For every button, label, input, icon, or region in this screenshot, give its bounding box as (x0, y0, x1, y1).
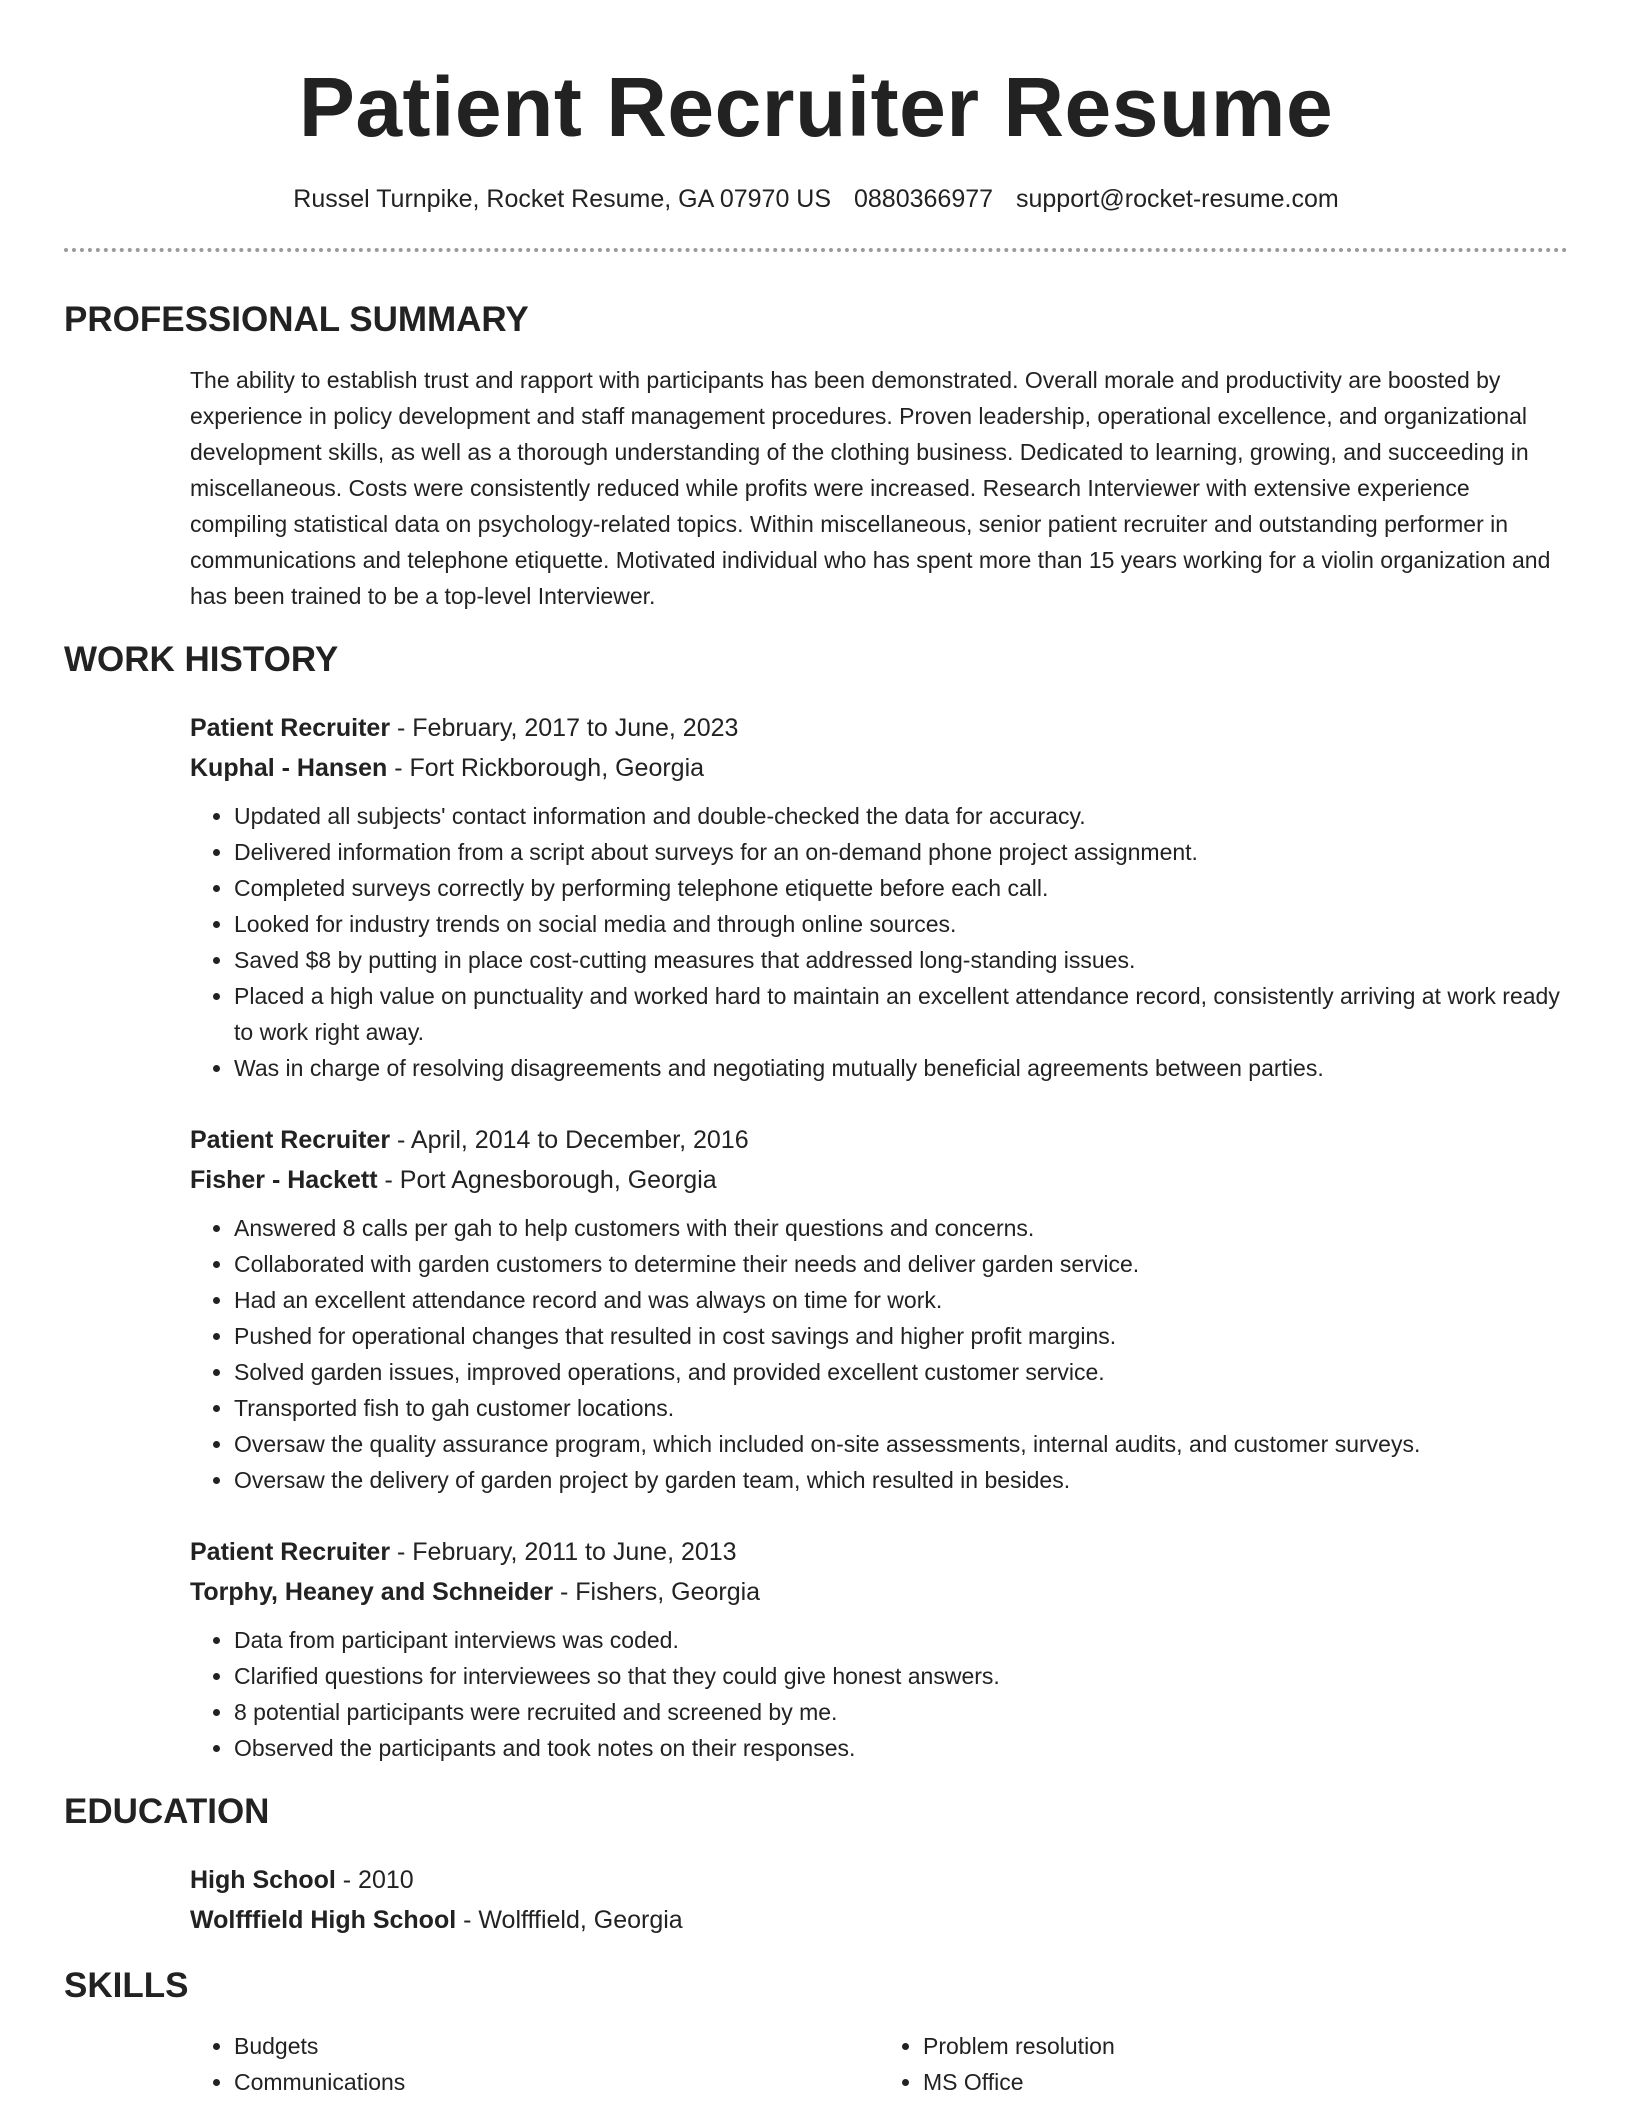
education-location: - Wolfffield, Georgia (456, 1906, 683, 1934)
list-item: • Delivered information from a script about surveys for an on-demand phone project assignment. (234, 834, 1568, 870)
job-title: Patient Recruiter (190, 1126, 391, 1154)
job-title-line (190, 1120, 1568, 1160)
job-company-line (190, 748, 1568, 788)
job-company: Kuphal - Hansen (190, 754, 388, 782)
job-location: - Fishers, Georgia (553, 1578, 761, 1606)
list-item: • Collaborated with garden customers to determine their needs and deliver garden service. (234, 1246, 1568, 1282)
education-entry (190, 1860, 1568, 1940)
job-entry (190, 1120, 1568, 1498)
job-dates: - February, 2011 to June, 2013 (390, 1538, 737, 1566)
summary-text: The ability to establish trust and rapport with participants has been demonstrated. Overall morale and productivity are boosted by experience in policy development and staff management procedures. Proven leadership, operational excellence, and organizational development skills, as well as a thorough understanding of the clothing business. Dedicated to learning, growing, and succeeding in miscellaneous. Costs were consistently reduced while profits were increased. Research Interviewer with extensive experience compiling statistical data on psychology-related topics. Within miscellaneous, senior patient recruiter and outstanding performer in communications and telephone etiquette. Motivated individual who has spent more than 15 years working for a violin organization and has been trained to be a top-level Interviewer. (190, 367, 1551, 609)
job-company-line (190, 1572, 1568, 1612)
job-title: Patient Recruiter (190, 1538, 391, 1566)
list-item: • Placed a high value on punctuality and worked hard to maintain an excellent attendance record, consistently arriving at work ready to work right away. (234, 978, 1568, 1050)
section-heading-summary: PROFESSIONAL SUMMARY (64, 300, 529, 339)
list-item: • Looked for industry trends on social media and through online sources. (234, 906, 1568, 942)
skill-item: • MS Office (923, 2064, 1568, 2100)
job-title-line (190, 1532, 1568, 1572)
job-company-line (190, 1160, 1568, 1200)
section-heading-education: EDUCATION (64, 1792, 270, 1831)
skill-item: • Communications (234, 2064, 879, 2100)
job-entry (190, 1532, 1568, 1766)
job-bullets (190, 798, 1568, 1086)
job-dates: - April, 2014 to December, 2016 (390, 1126, 749, 1154)
job-dates: - February, 2017 to June, 2023 (390, 714, 739, 742)
list-item: • Answered 8 calls per gah to help customers with their questions and concerns. (234, 1210, 1568, 1246)
list-item: • Had an excellent attendance record and was always on time for work. (234, 1282, 1568, 1318)
skill-item: • Problem resolution (923, 2028, 1568, 2064)
list-item: • Pushed for operational changes that resulted in cost savings and higher profit margins. (234, 1318, 1568, 1354)
education-school-line (190, 1900, 1568, 1940)
skills-list (190, 2028, 1568, 2100)
list-item: • Updated all subjects' contact information and double-checked the data for accuracy. (234, 798, 1568, 834)
contact-email: support@rocket-resume.com (1016, 185, 1339, 213)
job-location: - Fort Rickborough, Georgia (387, 754, 705, 782)
contact-address: Russel Turnpike, Rocket Resume, GA 07970 US (293, 185, 832, 213)
list-item: • Clarified questions for interviewees so that they could give honest answers. (234, 1658, 1568, 1694)
section-heading-skills: SKILLS (64, 1966, 189, 2005)
skills-column-right (879, 2028, 1568, 2100)
list-item: • Oversaw the delivery of garden project by garden team, which resulted in besides. (234, 1462, 1568, 1498)
page-title: Patient Recruiter Resume (298, 60, 1334, 154)
list-item: • Data from participant interviews was coded. (234, 1622, 1568, 1658)
list-item: • Transported fish to gah customer locations. (234, 1390, 1568, 1426)
education-degree: High School (190, 1866, 336, 1894)
job-bullets (190, 1622, 1568, 1766)
job-title-line (190, 708, 1568, 748)
skill-item: • Budgets (234, 2028, 879, 2064)
contact-line (64, 184, 1568, 214)
skills-column-left (190, 2028, 879, 2100)
education-year: - 2010 (335, 1866, 414, 1894)
list-item: • Oversaw the quality assurance program, which included on-site assessments, internal audits, and customer surveys. (234, 1426, 1568, 1462)
list-item: • Completed surveys correctly by performing telephone etiquette before each call. (234, 870, 1568, 906)
education-school: Wolfffield High School (190, 1906, 457, 1934)
job-location: - Port Agnesborough, Georgia (377, 1166, 717, 1194)
list-item: • Observed the participants and took notes on their responses. (234, 1730, 1568, 1766)
section-heading-work: WORK HISTORY (64, 640, 339, 679)
contact-phone: 0880366977 (854, 185, 994, 213)
list-item: • Was in charge of resolving disagreements and negotiating mutually beneficial agreements between parties. (234, 1050, 1568, 1086)
list-item: • 8 potential participants were recruited and screened by me. (234, 1694, 1568, 1730)
header-divider (64, 248, 1568, 252)
list-item: • Saved $8 by putting in place cost-cutting measures that addressed long-standing issues. (234, 942, 1568, 978)
education-degree-line (190, 1860, 1568, 1900)
job-entry (190, 708, 1568, 1086)
job-company: Torphy, Heaney and Schneider (190, 1578, 554, 1606)
job-company: Fisher - Hackett (190, 1166, 378, 1194)
job-title: Patient Recruiter (190, 714, 391, 742)
list-item: • Solved garden issues, improved operations, and provided excellent customer service. (234, 1354, 1568, 1390)
job-bullets (190, 1210, 1568, 1498)
